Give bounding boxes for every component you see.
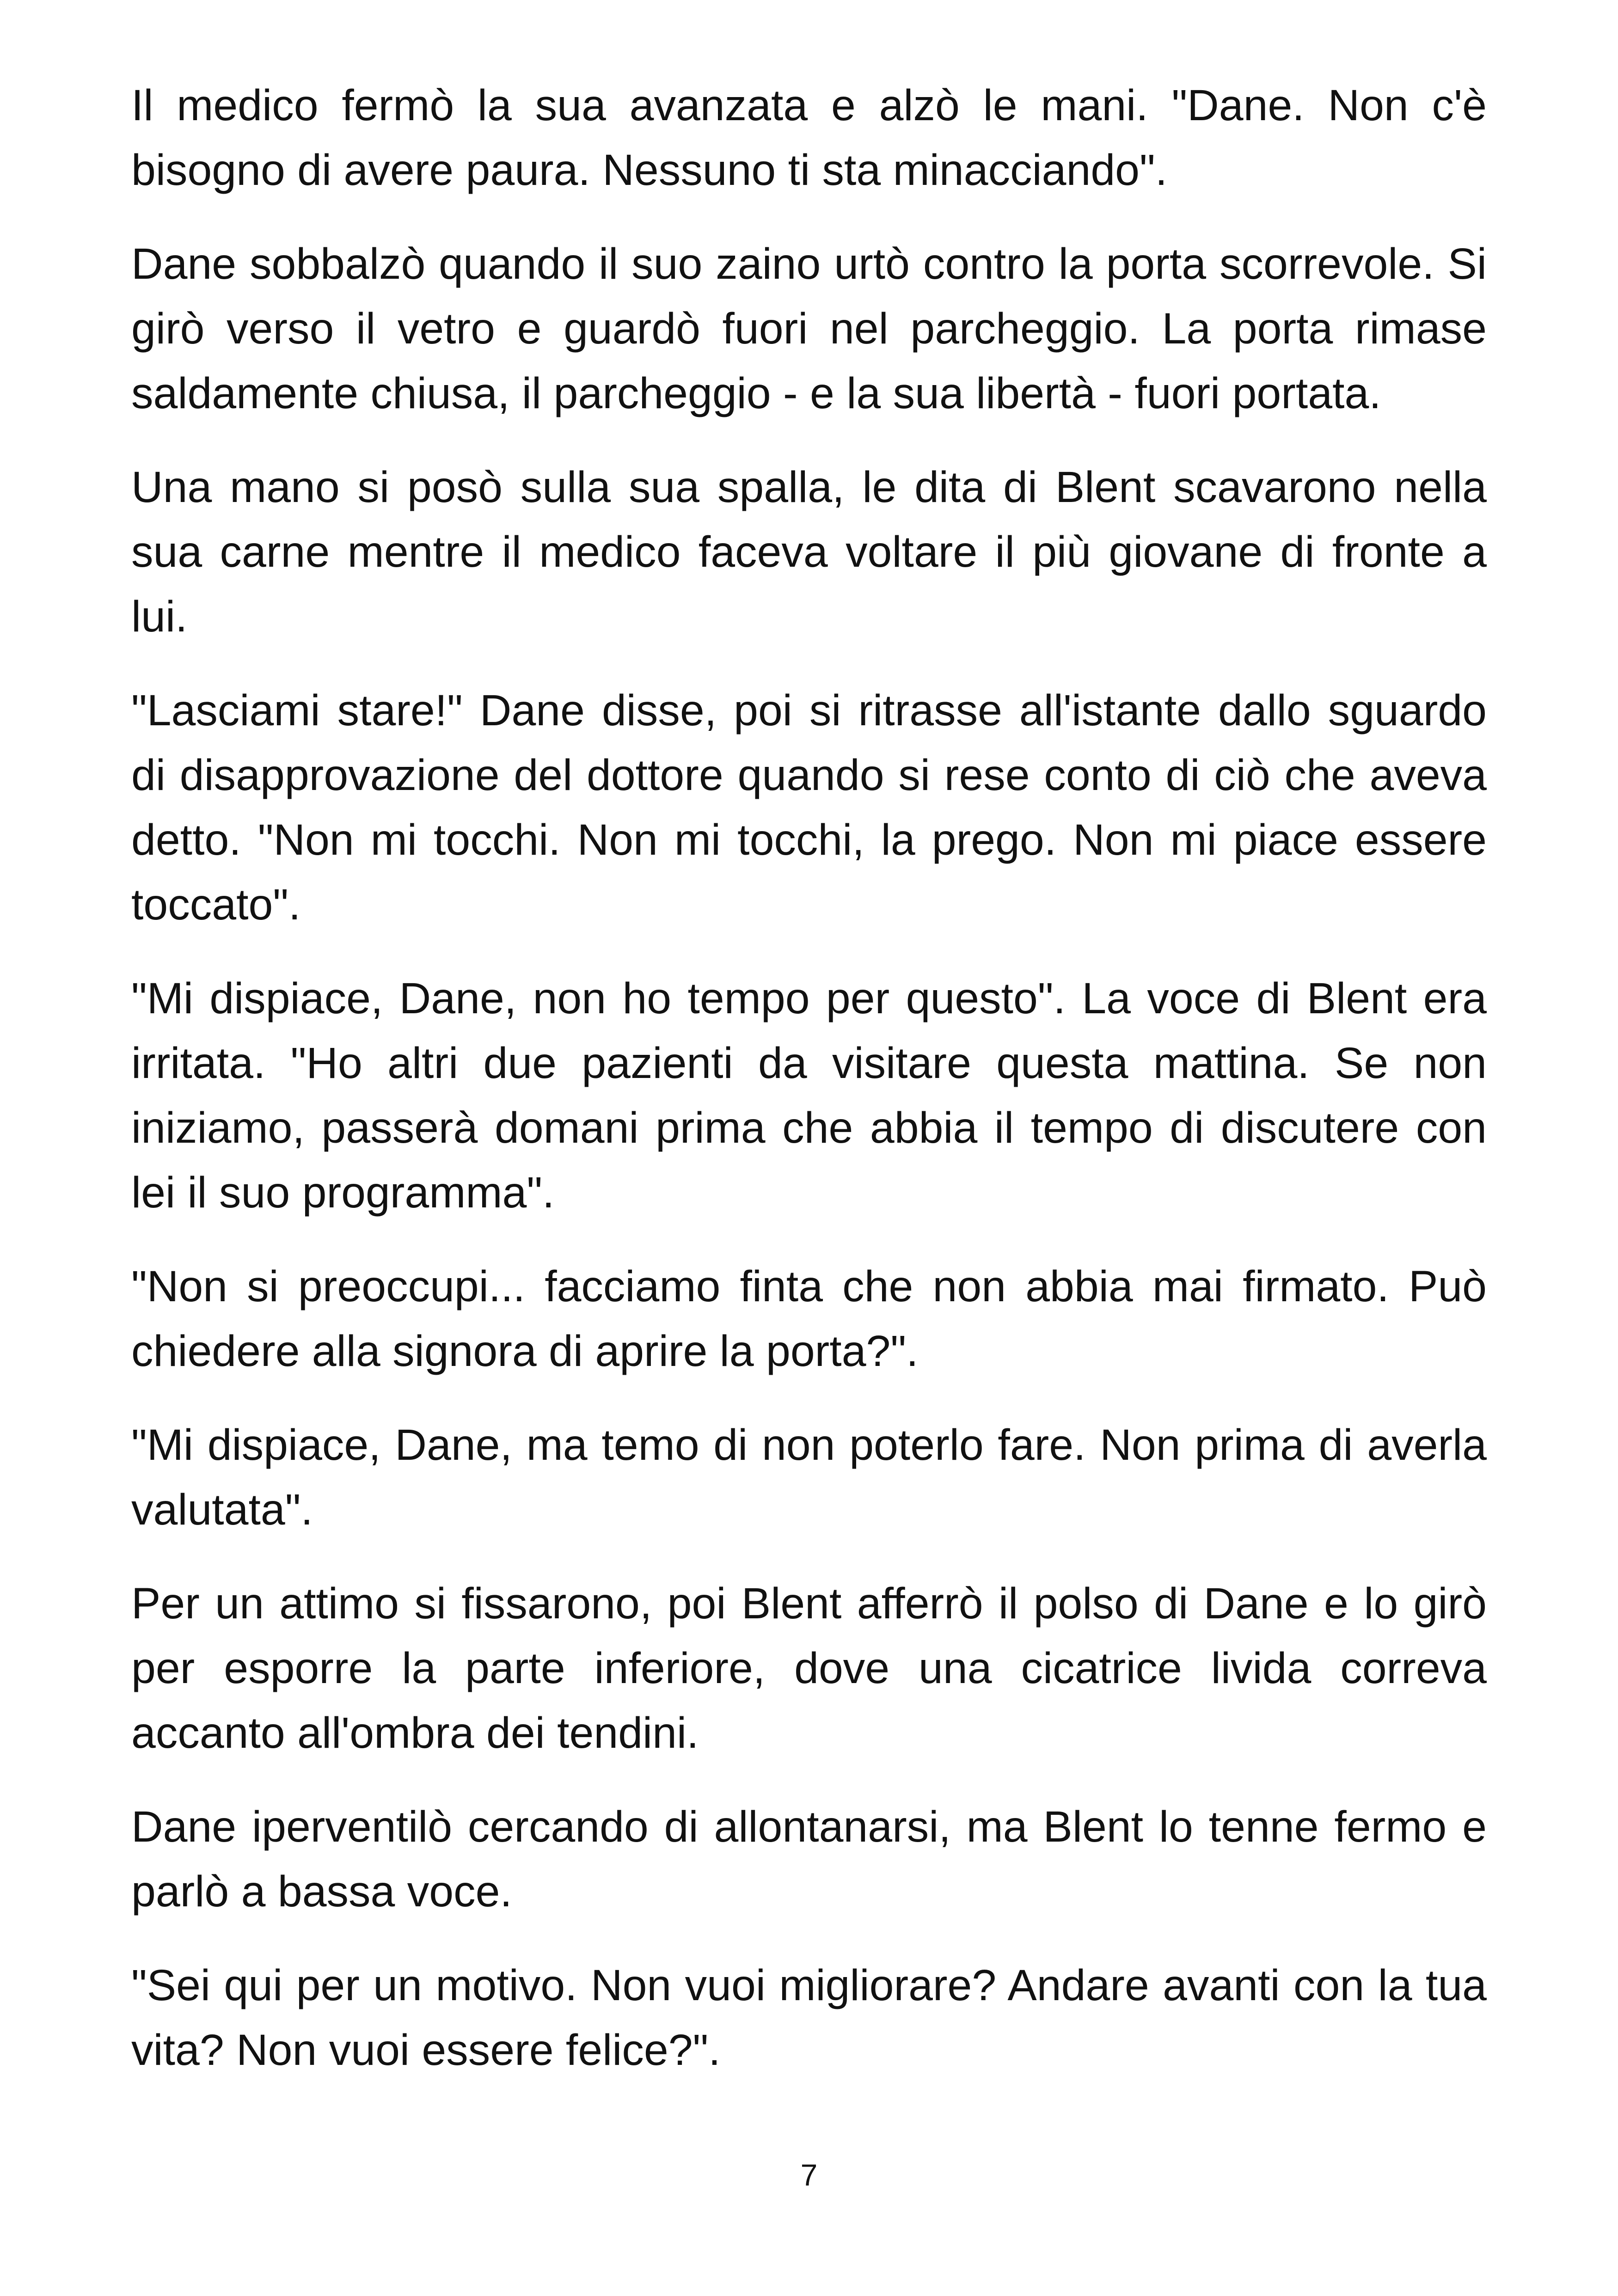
paragraph: "Sei qui per un motivo. Non vuoi migliorare? Andare avanti con la tua vita? Non vuoi essere felice?". xyxy=(131,1961,1487,2075)
paragraph: Dane sobbalzò quando il suo zaino urtò contro la porta scorrevole. Si girò verso il vetro e guardò fuori nel parcheggio. La porta rimase saldamente chiusa, il parcheggio - e la sua libertà - fuori portata. xyxy=(131,239,1487,418)
paragraph: "Non si preoccupi... facciamo finta che non abbia mai firmato. Può chiedere alla signora di aprire la porta?". xyxy=(131,1262,1487,1376)
paragraph: Dane iperventilò cercando di allontanarsi, ma Blent lo tenne fermo e parlò a bassa voce. xyxy=(131,1802,1487,1916)
paragraph: "Mi dispiace, Dane, non ho tempo per questo". La voce di Blent era irritata. "Ho altri due pazienti da visitare questa mattina. Se non iniziamo, passerà domani prima che abbia il tempo di discutere con lei il suo programma". xyxy=(131,974,1487,1217)
body-text xyxy=(131,73,1487,2112)
paragraph: "Mi dispiace, Dane, ma temo di non poterlo fare. Non prima di averla valutata". xyxy=(131,1420,1487,1534)
page-number: 7 xyxy=(800,2158,818,2192)
paragraph: "Lasciami stare!" Dane disse, poi si ritrasse all'istante dallo sguardo di disapprovazione del dottore quando si rese conto di ciò che aveva detto. "Non mi tocchi. Non mi tocchi, la prego. Non mi piace essere toccato". xyxy=(131,686,1487,929)
paragraph: Una mano si posò sulla sua spalla, le dita di Blent scavarono nella sua carne mentre il medico faceva voltare il più giovane di fronte a lui. xyxy=(131,463,1487,641)
paragraph: Per un attimo si fissarono, poi Blent afferrò il polso di Dane e lo girò per esporre la parte inferiore, dove una cicatrice livida correva accanto all'ombra dei tendini. xyxy=(131,1579,1487,1757)
paragraph: Il medico fermò la sua avanzata e alzò le mani. "Dane. Non c'è bisogno di avere paura. Nessuno ti sta minacciando". xyxy=(131,81,1487,195)
